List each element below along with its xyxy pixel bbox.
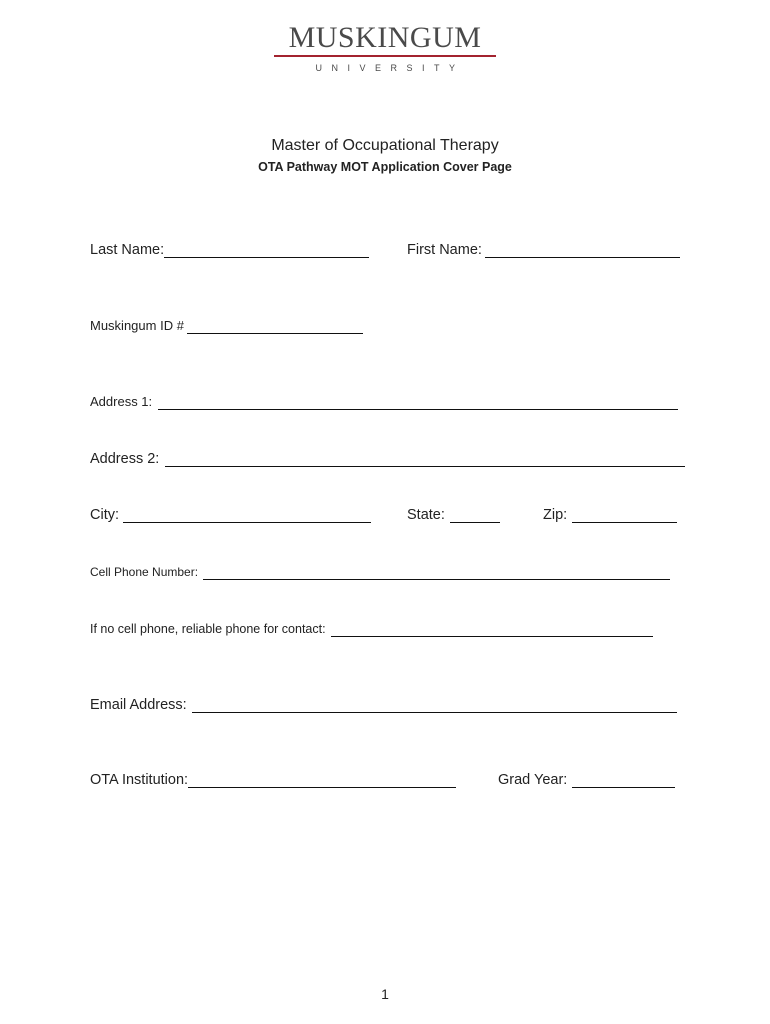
alt-phone-input-line[interactable] [331, 622, 653, 637]
last-name-field [90, 242, 369, 258]
logo-subtitle: UNIVERSITY [315, 63, 465, 73]
page-number: 1 [381, 986, 389, 1002]
page-title: Master of Occupational Therapy [271, 137, 499, 154]
cell-phone-field [90, 564, 670, 580]
address1-label: Address 1: [90, 394, 153, 409]
last-name-label: Last Name: [90, 242, 165, 258]
muskingum-id-input-line[interactable] [187, 319, 363, 334]
state-input-line[interactable] [450, 508, 500, 523]
address1-input-line[interactable] [158, 395, 678, 410]
grad-year-field [498, 772, 675, 788]
zip-input-line[interactable] [572, 508, 677, 523]
logo-rule [274, 55, 496, 57]
first-name-field [407, 242, 680, 258]
city-input-line[interactable] [123, 508, 371, 523]
muskingum-id-label: Muskingum ID # [90, 318, 184, 333]
address2-input-line[interactable] [165, 452, 685, 467]
cell-phone-input-line[interactable] [203, 565, 670, 580]
first-name-input-line[interactable] [485, 243, 680, 258]
ota-institution-input-line[interactable] [188, 773, 456, 788]
ota-institution-label: OTA Institution: [90, 772, 189, 788]
email-input-line[interactable] [192, 698, 677, 713]
state-field [407, 507, 500, 523]
city-label: City: [90, 507, 119, 523]
ota-institution-field [90, 772, 456, 788]
grad-year-input-line[interactable] [572, 773, 675, 788]
email-label: Email Address: [90, 697, 187, 713]
muskingum-university-logo [270, 20, 500, 74]
state-label: State: [407, 507, 445, 523]
alt-phone-field [90, 621, 653, 637]
cell-phone-label: Cell Phone Number: [90, 565, 199, 579]
logo-name: MUSKINGUM [288, 21, 482, 54]
page-subtitle: OTA Pathway MOT Application Cover Page [258, 160, 512, 174]
last-name-input-line[interactable] [164, 243, 369, 258]
city-field [90, 507, 371, 523]
first-name-label: First Name: [407, 242, 482, 258]
address2-label: Address 2: [90, 451, 160, 467]
zip-field [543, 507, 677, 523]
address1-field [90, 394, 678, 410]
zip-label: Zip: [543, 507, 568, 523]
alt-phone-label: If no cell phone, reliable phone for contact: [90, 622, 326, 636]
email-field [90, 697, 677, 713]
muskingum-id-field [90, 318, 363, 334]
address2-field [90, 451, 685, 467]
grad-year-label: Grad Year: [498, 772, 568, 788]
